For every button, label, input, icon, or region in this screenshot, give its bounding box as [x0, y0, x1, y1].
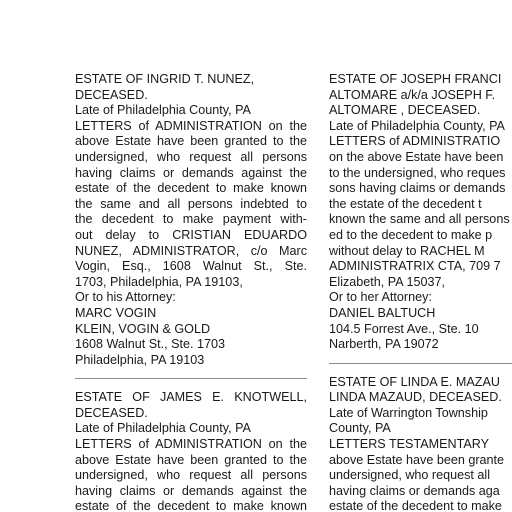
notice-text-line: having claims or demands against the — [75, 165, 307, 180]
notice-text-line: LINDA MAZAUD, DECEASED. — [329, 390, 502, 405]
notice-text-line: Late of Philadelphia County, PA — [75, 421, 251, 436]
notice-text-line: having claims or demands against the — [75, 483, 307, 498]
notice-text-line: 1703, Philadelphia, PA 19103, — [75, 274, 243, 289]
notice-text-line: KLEIN, VOGIN & GOLD — [75, 321, 211, 336]
notice-text-line: ed to the decedent to make p — [329, 227, 493, 242]
notice-divider — [329, 363, 512, 364]
notice-text-line: the estate of the decedent t — [329, 196, 482, 211]
notice-text-line: DECEASED. — [75, 87, 148, 102]
notice-text-line: having claims or demands aga — [329, 483, 500, 498]
notice-text-line: without delay to RACHEL M — [329, 243, 485, 258]
notice-text-line: above Estate have been granted to the — [75, 134, 307, 149]
notice-text-line: Or to his Attorney: — [75, 290, 176, 305]
notice-text-line: MARC VOGIN — [75, 305, 157, 320]
notice-text-line: above Estate have been grante — [329, 452, 505, 467]
notice-column-right — [329, 72, 512, 512]
notice-text-line: ALTOMARE , DECEASED. — [329, 103, 481, 118]
notice-text-line: estate of the decedent to make known — [75, 499, 307, 512]
notice-text-line: NUNEZ, ADMINISTRATOR, c/o Marc — [75, 243, 307, 258]
notice-text-line: sons having claims or demands — [329, 181, 506, 196]
notice-text-line: on the above Estate have been — [329, 149, 504, 164]
notice-text-line: LETTERS TESTAMENTARY — [329, 437, 490, 452]
notice-text-line: ADMINISTRATRIX CTA, 709 7 — [329, 259, 501, 274]
notice-text-line: the decedent to make payment with- — [75, 212, 307, 227]
estate-notice — [75, 390, 307, 512]
estate-notice — [329, 375, 512, 512]
notice-text-line: Vogin, Esq., 1608 Walnut St., Ste. — [75, 259, 307, 274]
notice-text-line: undersigned, who request all — [329, 468, 491, 483]
notice-text-line: ALTOMARE a/k/a JOSEPH F. — [329, 87, 496, 102]
notice-text-line: LETTERS of ADMINISTRATION on the — [75, 118, 307, 133]
notice-column-left — [75, 72, 307, 512]
notice-text-line: DECEASED. — [75, 405, 148, 420]
notice-text-line: 104.5 Forrest Ave., Ste. 10 — [329, 321, 479, 336]
notice-text-line: 1608 Walnut St., Ste. 1703 — [75, 337, 226, 352]
estate-notice — [329, 72, 512, 353]
notice-text-line: above Estate have been granted to the — [75, 452, 307, 467]
notice-text-line: Late of Warrington Township — [329, 405, 488, 420]
notice-text-line: Philadelphia, PA 19103 — [75, 352, 205, 367]
notice-text-line: Late of Philadelphia County, PA — [75, 103, 251, 118]
notice-text-line: to the undersigned, who reques — [329, 165, 506, 180]
notice-text-line: the same and all persons indebted to — [75, 196, 307, 211]
notice-text-line: estate of the decedent to make — [329, 499, 502, 512]
notice-divider — [75, 378, 307, 379]
notice-text-line: County, PA — [329, 421, 391, 436]
notice-heading-line: ESTATE OF INGRID T. NUNEZ, — [75, 72, 255, 86]
notice-text-line: LETTERS of ADMINISTRATIO — [329, 134, 501, 149]
notice-text-line: estate of the decedent to make known — [75, 181, 307, 196]
notice-text-line: Elizabeth, PA 15037, — [329, 274, 445, 289]
notice-heading-line: ESTATE OF LINDA E. MAZAU — [329, 374, 500, 389]
notice-text-line: undersigned, who request all persons — [75, 149, 307, 164]
notice-text-line: Narberth, PA 19072 — [329, 337, 439, 352]
notice-text-line: Late of Philadelphia County, PA — [329, 118, 505, 133]
notice-text-line: LETTERS of ADMINISTRATION on the — [75, 437, 307, 452]
notice-text-line: out delay to CRISTIAN EDUARDO — [75, 227, 307, 242]
estate-notice — [75, 72, 307, 368]
notice-heading-line: ESTATE OF JOSEPH FRANCI — [329, 72, 502, 86]
notice-text-line: undersigned, who request all persons — [75, 468, 307, 483]
notice-text-line: known the same and all persons — [329, 212, 510, 227]
notice-heading-line: ESTATE OF JAMES E. KNOTWELL, — [75, 390, 307, 405]
notice-text-line: DANIEL BALTUCH — [329, 305, 436, 320]
notice-text-line: Or to her Attorney: — [329, 290, 432, 305]
